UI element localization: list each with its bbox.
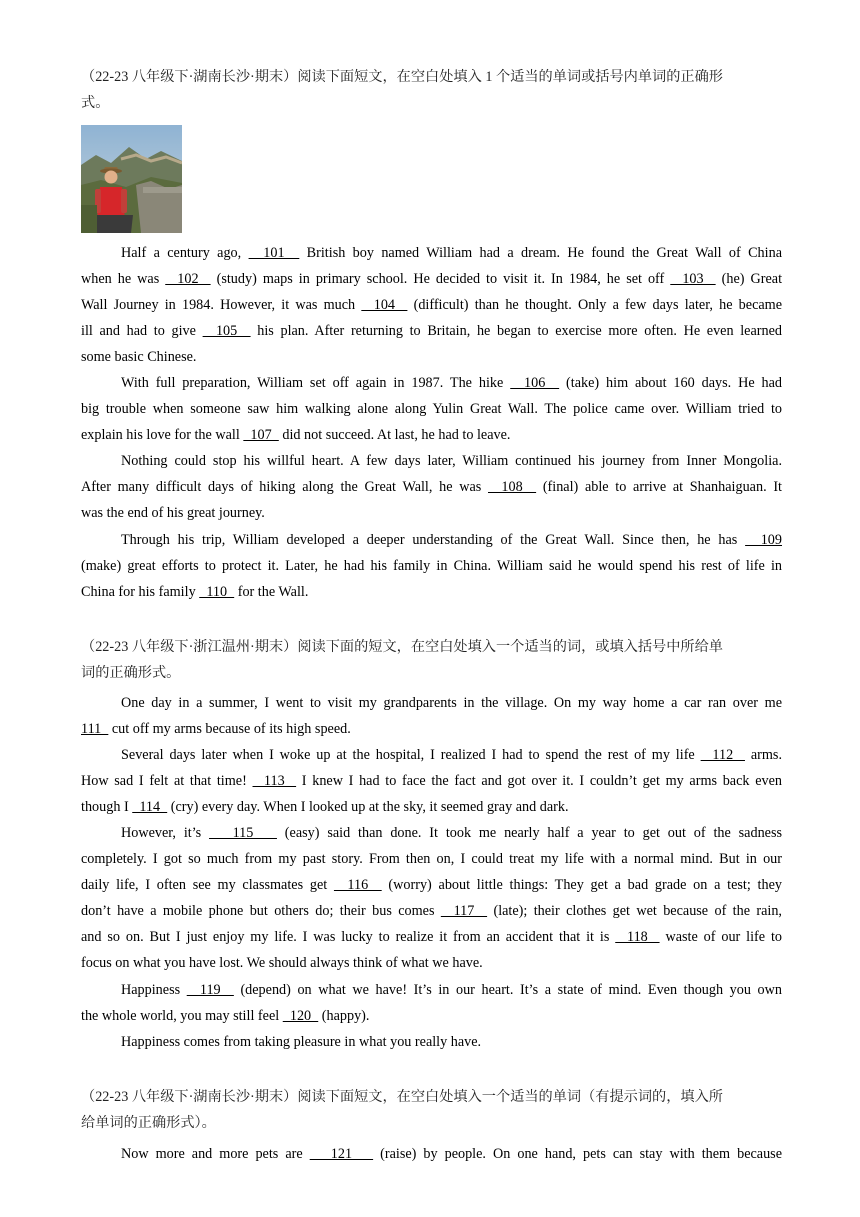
passage-line bbox=[81, 500, 782, 526]
answer-blank[interactable]: 117 bbox=[440, 903, 488, 919]
passage-text: China for his family bbox=[81, 584, 200, 600]
answer-blank[interactable]: 114 bbox=[132, 799, 168, 815]
passage-line bbox=[81, 422, 782, 448]
passage-line bbox=[81, 794, 782, 820]
answer-blank[interactable]: 116 bbox=[333, 877, 382, 893]
answer-blank[interactable]: 110 bbox=[199, 584, 235, 600]
answer-blank[interactable]: 103 bbox=[670, 271, 716, 287]
passage-line bbox=[81, 977, 782, 1003]
passage-line bbox=[81, 898, 782, 924]
answer-blank[interactable]: 108 bbox=[488, 479, 537, 495]
passage-text: explain his love for the wall bbox=[81, 427, 244, 443]
passage-text: (take) him about 160 days. He had bbox=[559, 375, 782, 391]
passage-line bbox=[81, 344, 782, 370]
answer-blank[interactable]: 121 bbox=[309, 1146, 374, 1162]
passage-text: Happiness bbox=[121, 982, 187, 998]
passage-text: (worry) about little things: They get a bad grade on a test; they bbox=[381, 877, 782, 893]
passage-text: (he) Great bbox=[715, 271, 782, 287]
passage-text: the whole world, you may still feel bbox=[81, 1008, 283, 1024]
answer-blank[interactable]: 118 bbox=[615, 929, 660, 945]
passage-text: Nothing could stop his willful heart. A few days later, William continued his journey from Inner Mongolia. bbox=[121, 453, 782, 469]
header-line: 词的正确形式。 bbox=[81, 665, 181, 681]
passage-text: (depend) on what we have! It’s in our heart. It’s a state of mind. Even though you own bbox=[233, 982, 782, 998]
passage-line bbox=[81, 742, 782, 768]
passage-line bbox=[81, 1141, 782, 1167]
passage-text: Through his trip, William developed a deeper understanding of the Great Wall. Since then, he has bbox=[121, 532, 746, 548]
answer-blank[interactable]: 104 bbox=[361, 297, 408, 313]
section-1-header bbox=[81, 64, 781, 116]
passage-line bbox=[81, 872, 782, 898]
passage-text: British boy named William had a dream. He found the Great Wall of China bbox=[299, 245, 782, 261]
section-2-header bbox=[81, 634, 781, 686]
passage-text: With full preparation, William set off again in 1987. The hike bbox=[121, 375, 511, 391]
passage-text: (easy) said than done. It took me nearly half a year to get out of the sadness bbox=[276, 825, 782, 841]
passage-text: focus on what you have lost. We should always think of what we have. bbox=[81, 955, 483, 971]
passage-line bbox=[81, 318, 782, 344]
passage-line bbox=[81, 1029, 782, 1055]
passage-line bbox=[81, 820, 782, 846]
passage-text: (study) maps in primary school. He decided to visit it. In 1984, he set off bbox=[210, 271, 671, 287]
passage-line bbox=[81, 266, 782, 292]
passage-text: some basic Chinese. bbox=[81, 349, 197, 365]
passage-line bbox=[81, 716, 782, 742]
passage-text: (raise) by people. On one hand, pets can stay with them because bbox=[373, 1146, 782, 1162]
passage-text: for the Wall. bbox=[234, 584, 309, 600]
section-3-header bbox=[81, 1084, 781, 1136]
passage-text: cut off my arms because of its high speed. bbox=[108, 721, 351, 737]
header-line: （22-23 八年级下·浙江温州·期末）阅读下面的短文，在空白处填入一个适当的词，或填入括号中所给单 bbox=[81, 639, 723, 655]
answer-blank[interactable]: 120 bbox=[282, 1008, 319, 1024]
passage-text: One day in a summer, I went to visit my grandparents in the village. On my way home a car ran over me bbox=[121, 695, 782, 711]
passage-text: (happy). bbox=[318, 1008, 370, 1024]
passage-text: (cry) every day. When I looked up at the sky, it seemed gray and dark. bbox=[167, 799, 569, 815]
passage-text: though I bbox=[81, 799, 133, 815]
passage-line bbox=[81, 579, 782, 605]
passage-text: After many difficult days of hiking along the Great Wall, he was bbox=[81, 479, 488, 495]
passage-line bbox=[81, 396, 782, 422]
passage-text: ill and had to give bbox=[81, 323, 203, 339]
passage-text: (difficult) than he thought. Only a few days later, he became bbox=[407, 297, 782, 313]
passage-line bbox=[81, 950, 782, 976]
passage-line bbox=[81, 474, 782, 500]
answer-blank[interactable]: 111 bbox=[81, 721, 109, 737]
passage-line bbox=[81, 846, 782, 872]
passage-line bbox=[81, 690, 782, 716]
passage-text: arms. bbox=[744, 747, 782, 763]
hiker-great-wall-photo bbox=[81, 125, 182, 233]
passage-text: How sad I felt at that time! bbox=[81, 773, 253, 789]
answer-blank[interactable]: 119 bbox=[186, 982, 234, 998]
passage-line bbox=[81, 448, 782, 474]
header-line: （22-23 八年级下·湖南长沙·期末）阅读下面短文，在空白处填入一个适当的单词（有提示词的，填入所 bbox=[81, 1089, 723, 1105]
passage-text: big trouble when someone saw him walking alone along Yulin Great Wall. The police came over. William tried to bbox=[81, 401, 782, 417]
passage-text: was the end of his great journey. bbox=[81, 505, 265, 521]
passage-line bbox=[81, 1003, 782, 1029]
passage-text: his plan. After returning to Britain, he began to exercise more often. He even learned bbox=[250, 323, 782, 339]
answer-blank[interactable]: 102 bbox=[165, 271, 211, 287]
passage-text: when he was bbox=[81, 271, 166, 287]
passage-text: did not succeed. At last, he had to leave. bbox=[278, 427, 511, 443]
passage-text: don’t have a mobile phone but others do; their bus comes bbox=[81, 903, 441, 919]
passage-text: (final) able to arrive at Shanhaiguan. It bbox=[536, 479, 782, 495]
answer-blank[interactable]: 107 bbox=[243, 427, 279, 443]
passage-text: (late); their clothes get wet because of the rain, bbox=[487, 903, 782, 919]
answer-blank[interactable]: 113 bbox=[252, 773, 297, 789]
passage-line bbox=[81, 768, 782, 794]
passage-line bbox=[81, 240, 782, 266]
passage-text: I knew I had to face the fact and got over it. I couldn’t get my arms back even bbox=[296, 773, 782, 789]
passage-text: Several days later when I woke up at the hospital, I realized I had to spend the rest of my life bbox=[121, 747, 701, 763]
header-line: （22-23 八年级下·湖南长沙·期末）阅读下面短文，在空白处填入 1 个适当的单词或括号内单词的正确形 bbox=[81, 69, 723, 85]
answer-blank[interactable]: 101 bbox=[248, 245, 300, 261]
passage-line bbox=[81, 292, 782, 318]
passage-text: Wall Journey in 1984. However, it was much bbox=[81, 297, 362, 313]
passage-text: and so on. But I just enjoy my life. I was lucky to realize it from an accident that it is bbox=[81, 929, 616, 945]
answer-blank[interactable]: 109 bbox=[745, 532, 782, 548]
passage-text: Now more and more pets are bbox=[121, 1146, 310, 1162]
passage-text: completely. I got so much from my past story. From then on, I could treat my life with a normal mind. But in our bbox=[81, 851, 782, 867]
answer-blank[interactable]: 115 bbox=[209, 825, 277, 841]
passage-text: (make) great efforts to protect it. Later, he had his family in China. William said he would spend his rest of life in bbox=[81, 558, 782, 574]
passage-text: waste of our life to bbox=[659, 929, 782, 945]
passage-text: daily life, I often see my classmates get bbox=[81, 877, 334, 893]
answer-blank[interactable]: 105 bbox=[202, 323, 251, 339]
answer-blank[interactable]: 112 bbox=[700, 747, 745, 763]
passage-line bbox=[81, 553, 782, 579]
passage-text: However, it’s bbox=[121, 825, 210, 841]
passage-line bbox=[81, 924, 782, 950]
header-line: 式。 bbox=[81, 95, 110, 111]
answer-blank[interactable]: 106 bbox=[510, 375, 560, 391]
passage-line bbox=[81, 527, 782, 553]
header-line: 给单词的正确形式）。 bbox=[81, 1115, 216, 1131]
passage-text: Happiness comes from taking pleasure in what you really have. bbox=[121, 1034, 482, 1050]
passage-text: Half a century ago, bbox=[121, 245, 249, 261]
passage-line bbox=[81, 370, 782, 396]
